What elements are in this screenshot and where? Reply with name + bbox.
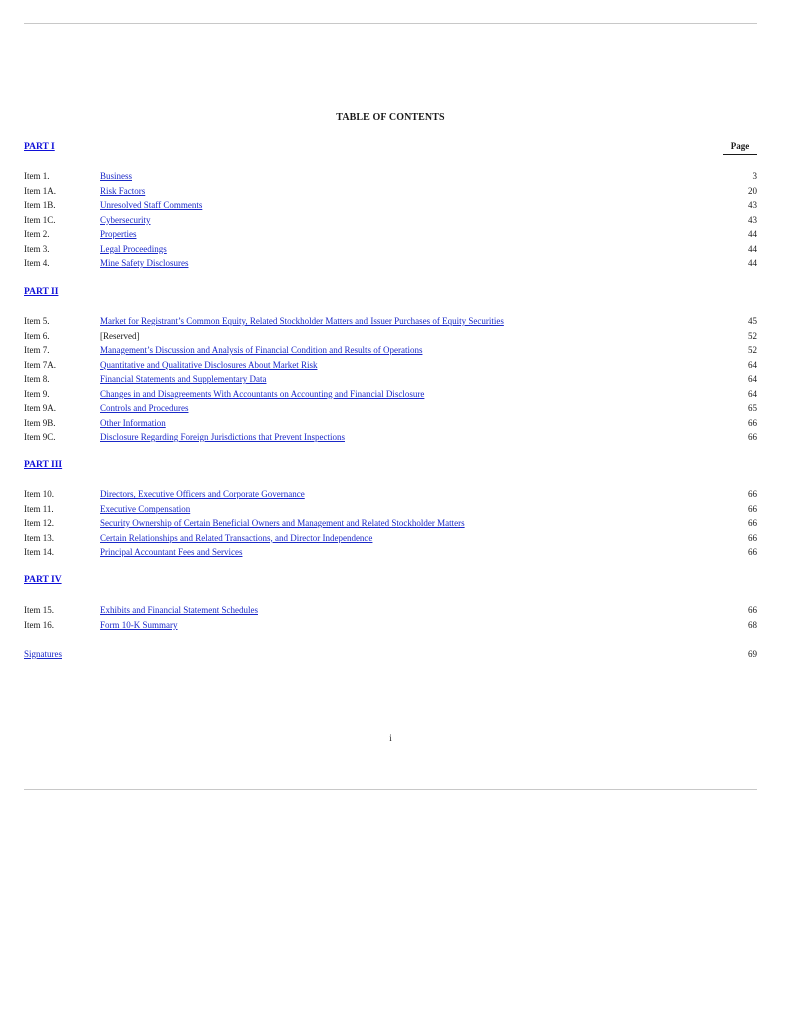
toc-row (24, 531, 757, 546)
item-link-exhibits[interactable]: Exhibits and Financial Statement Schedules (100, 605, 258, 615)
item-link-mine-safety-disclosures[interactable]: Mine Safety Disclosures (100, 258, 189, 268)
item-number: Item 4. (24, 258, 50, 268)
toc-row (24, 329, 757, 344)
signatures-link[interactable]: Signatures (24, 649, 62, 659)
toc-row (24, 184, 757, 199)
item-label-reserved: [Reserved] (100, 330, 140, 341)
item-number: Item 2. (24, 229, 50, 239)
item-link-properties[interactable]: Properties (100, 229, 137, 239)
item-page: 20 (748, 185, 757, 196)
item-link-foreign-jurisdictions[interactable]: Disclosure Regarding Foreign Jurisdictions that Prevent Inspections (100, 432, 345, 442)
toc-row (24, 213, 757, 228)
toc-row (24, 314, 757, 329)
item-page: 68 (748, 619, 757, 630)
item-link-unresolved-staff-comments[interactable]: Unresolved Staff Comments (100, 200, 203, 210)
footer-page-number: i (389, 733, 392, 743)
toc-row (24, 372, 757, 387)
item-number: Item 10. (24, 489, 54, 499)
item-number: Item 9A. (24, 403, 56, 413)
signatures-page: 69 (748, 649, 757, 659)
item-link-security-ownership[interactable]: Security Ownership of Certain Beneficial Owners and Management and Related Stockholder Matters (100, 518, 465, 528)
toc-row (24, 343, 757, 358)
item-link-legal-proceedings[interactable]: Legal Proceedings (100, 243, 167, 254)
item-link-risk-factors[interactable]: Risk Factors (100, 185, 146, 196)
item-page: 52 (748, 345, 757, 355)
item-page: 44 (748, 258, 757, 268)
item-link-form-10k-summary[interactable]: Form 10-K Summary (100, 619, 178, 630)
item-link-financial-statements[interactable]: Financial Statements and Supplementary Data (100, 374, 267, 384)
item-link-executive-compensation[interactable]: Executive Compensation (100, 503, 191, 514)
item-page: 44 (748, 229, 757, 239)
item-link-accountant-fees[interactable]: Principal Accountant Fees and Services (100, 547, 243, 557)
toc-row (24, 256, 757, 271)
item-page: 64 (748, 374, 757, 384)
item-page: 66 (748, 432, 757, 442)
item-number: Item 1A. (24, 185, 56, 196)
item-link-other-information[interactable]: Other Information (100, 417, 166, 428)
item-page: 66 (748, 417, 757, 428)
item-number: Item 11. (24, 503, 54, 514)
item-number: Item 12. (24, 518, 54, 528)
item-number: Item 1B. (24, 200, 56, 210)
item-page: 43 (748, 214, 757, 225)
item-number: Item 16. (24, 619, 54, 630)
item-link-mdna[interactable]: Management’s Discussion and Analysis of Financial Condition and Results of Operations (100, 345, 423, 355)
item-page: 66 (748, 503, 757, 514)
item-number: Item 13. (24, 532, 54, 543)
item-link-cybersecurity[interactable]: Cybersecurity (100, 214, 151, 225)
item-number: Item 8. (24, 374, 50, 384)
item-number: Item 1C. (24, 214, 56, 225)
item-number: Item 5. (24, 316, 50, 326)
item-page: 52 (748, 330, 757, 341)
item-page: 66 (748, 532, 757, 543)
bottom-rule (24, 789, 757, 790)
item-page: 65 (748, 403, 757, 413)
toc-row (24, 169, 757, 184)
item-number: Item 15. (24, 605, 54, 615)
item-number: Item 7. (24, 345, 50, 355)
item-number: Item 6. (24, 330, 50, 341)
item-page: 64 (748, 359, 757, 370)
toc-row (24, 603, 757, 618)
item-link-controls-procedures[interactable]: Controls and Procedures (100, 403, 189, 413)
toc-row (24, 502, 757, 517)
page-column-header: Page (723, 141, 757, 155)
item-page: 45 (748, 316, 757, 326)
toc-row (24, 487, 757, 502)
item-page: 3 (752, 171, 757, 181)
item-page: 66 (748, 547, 757, 557)
toc-row (24, 242, 757, 257)
toc-row (24, 416, 757, 431)
item-link-market-for-registrants-equity[interactable]: Market for Registrant’s Common Equity, Related Stockholder Matters and Issuer Purchases of Equity Securities (100, 316, 504, 326)
item-number: Item 7A. (24, 359, 56, 370)
item-link-changes-disagreements[interactable]: Changes in and Disagreements With Accountants on Accounting and Financial Disclosure (100, 388, 425, 399)
item-number: Item 9C. (24, 432, 56, 442)
toc-row (24, 358, 757, 373)
part-iii-link[interactable]: PART III (24, 460, 63, 470)
item-number: Item 9. (24, 388, 50, 399)
item-page: 44 (748, 243, 757, 254)
item-link-market-risk[interactable]: Quantitative and Qualitative Disclosures About Market Risk (100, 359, 318, 370)
part-i-link[interactable]: PART I (24, 142, 55, 152)
top-rule (24, 23, 757, 24)
item-link-directors-governance[interactable]: Directors, Executive Officers and Corporate Governance (100, 489, 305, 499)
item-page: 64 (748, 388, 757, 399)
part-iv-link[interactable]: PART IV (24, 575, 62, 585)
item-page: 43 (748, 200, 757, 210)
item-number: Item 3. (24, 243, 50, 254)
item-number: Item 1. (24, 171, 50, 181)
toc-row (24, 618, 757, 633)
part-ii-link[interactable]: PART II (24, 287, 59, 297)
item-link-business[interactable]: Business (100, 171, 133, 181)
item-page: 66 (748, 605, 757, 615)
toc-row (24, 227, 757, 242)
toc-row (24, 401, 757, 416)
toc-row (24, 516, 757, 531)
item-page: 66 (748, 518, 757, 528)
toc-row (24, 387, 757, 402)
item-number: Item 9B. (24, 417, 56, 428)
toc-row (24, 545, 757, 560)
toc-title: TABLE OF CONTENTS (336, 112, 445, 123)
toc-row (24, 198, 757, 213)
item-number: Item 14. (24, 547, 54, 557)
item-page: 66 (748, 489, 757, 499)
toc-row (24, 430, 757, 445)
item-link-certain-relationships[interactable]: Certain Relationships and Related Transactions, and Director Independence (100, 532, 373, 543)
